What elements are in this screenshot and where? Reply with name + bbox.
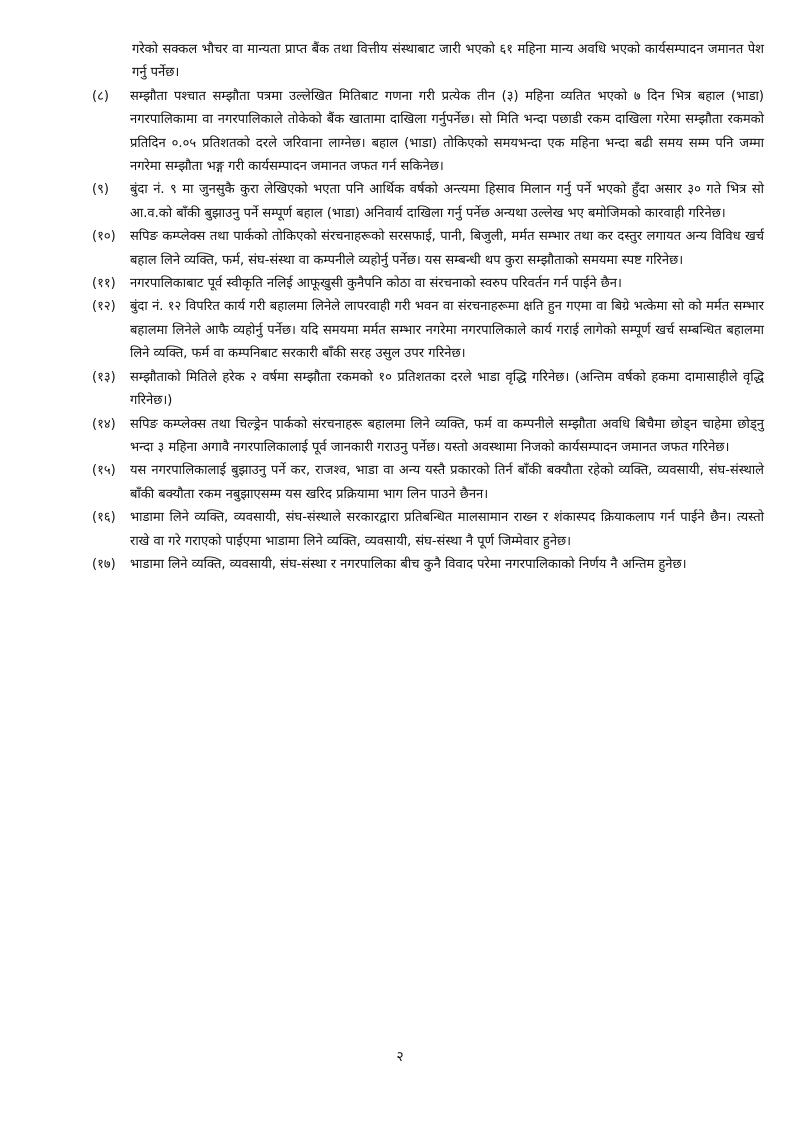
clause-text: यस नगरपालिकालाई बुझाउनु पर्ने कर, राजश्व, भाडा वा अन्य यस्तै प्रकारको तिर्न बाँकी बक्यौता रहेको व्यक्ति, व्यवसायी, संघ-संस्थाले बाँकी बक्यौता रकम नबुझाएसम्म यस खरिद प्रक्रियामा भाग लिन पाउने छैनन। — [130, 463, 764, 502]
clause-number: (९) — [92, 182, 109, 198]
clause-text: बुंदा नं. १२ विपरित कार्य गरी बहालमा लिनेले लापरवाही गरी भवन वा संरचनाहरूमा क्षति हुन गएमा वा बिग्रे भत्केमा सो को मर्मत सम्भार बहालमा लिनेले आफै व्यहोर्नु पर्नेछ। यदि समयमा मर्मत सम्भार नगरेमा नगरपालिकाले कार्य गराई लागेको सम्पूर्ण खर्च सम्बन्धित बहालमा लिने व्यक्ति, फर्म वा कम्पनिबाट सरकारी बाँकी सरह उसुल उपर गरिनेछ। — [130, 299, 764, 362]
intro-paragraph: गरेको सक्कल भौचर वा मान्यता प्राप्त बैंक तथा वित्तीय संस्थाबाट जारी भएको ६१ महिना मान्य अवधि भएको कार्यसम्पादन जमानत पेश गर्नु पर्नेछ। — [132, 42, 764, 81]
clause-number: (१३) — [92, 369, 116, 385]
clause-text: सपिङ कम्प्लेक्स तथा पार्कको तोकिएको संरचनाहरूको सरसफाई, पानी, बिजुली, मर्मत सम्भार तथा कर दस्तुर लगायत अन्य विविध खर्च बहाल लिने व्यक्ति, फर्म, संघ-संस्था वा कम्पनीले व्यहोर्नु पर्नेछ। यस सम्बन्धी थप कुरा सम्झौताको समयमा स्पष्ट गरिनेछ। — [130, 229, 764, 268]
clause-16 — [92, 506, 764, 553]
clause-number: (१४) — [92, 416, 116, 432]
clause-13 — [92, 366, 764, 413]
clause-15 — [92, 459, 764, 506]
clause-number: (१०) — [92, 229, 116, 245]
clause-text: सम्झौताको मितिले हरेक २ वर्षमा सम्झौता रकमको १० प्रतिशतका दरले भाडा वृद्धि गरिनेछ। (अन्तिम वर्षको हकमा दामासाहीले वृद्धि गरिनेछ।) — [130, 369, 764, 409]
clause-text: भाडामा लिने व्यक्ति, व्यवसायी, संघ-संस्थाले सरकारद्वारा प्रतिबन्धित मालसामान राख्न र शंकास्पद क्रियाकलाप गर्न पाईने छैन। त्यस्तो राखे वा गरे गराएको पाईएमा भाडामा लिने व्यक्ति, व्यवसायी, संघ-संस्था नै पूर्ण जिम्मेवार हुनेछ। — [130, 510, 764, 549]
clause-text: सम्झौता पश्चात सम्झौता पत्रमा उल्लेखित मितिबाट गणना गरी प्रत्येक तीन (३) महिना व्यतित भएको ७ दिन भित्र बहाल (भाडा) नगरपालिकामा वा नगरपालिकाले तोकेको बैंक खातामा दाखिला गर्नुपर्नेछ। सो मिति भन्दा पछाडी रकम दाखिला गरेमा सम्झौता रकमको प्रतिदिन ०.०५ प्रतिशतको दरले जरिवाना लाग्नेछ। बहाल (भाडा) तोकिएको समयभन्दा एक महिना भन्दा बढी समय सम्म पनि जम्मा नगरेमा सम्झौता भङ्ग गरी कार्यसम्पादन जमानत जफत गर्न सकिनेछ। — [130, 88, 764, 175]
clause-text: भाडामा लिने व्यक्ति, व्यवसायी, संघ-संस्था र नगरपालिका बीच कुनै विवाद परेमा नगरपालिकाको निर्णय नै अन्तिम हुनेछ। — [130, 556, 687, 572]
clause-number: (१६) — [92, 510, 116, 526]
clause-number: (१५) — [92, 463, 116, 479]
clause-text: नगरपालिकाबाट पूर्व स्वीकृति नलिई आफूखुसी कुनैपनि कोठा वा संरचनाको स्वरुप परिवर्तन गर्न पाईने छैन। — [130, 276, 622, 292]
clause-9 — [92, 178, 764, 225]
clause-8 — [92, 85, 764, 179]
clause-17 — [92, 553, 764, 576]
page-number: २ — [396, 1049, 404, 1065]
clause-12 — [92, 295, 764, 365]
clause-text: बुंदा नं. ९ मा जुनसुकै कुरा लेखिएको भएता पनि आर्थिक वर्षको अन्त्यमा हिसाव मिलान गर्नु पर्ने भएको हुँदा असार ३० गते भित्र सो आ.व.को बाँकी बुझाउनु पर्ने सम्पूर्ण बहाल (भाडा) अनिवार्य दाखिला गर्नु पर्नेछ अन्यथा उल्लेख भए बमोजिमको कारवाही गरिनेछ। — [130, 182, 764, 221]
clause-number: (१७) — [92, 556, 116, 572]
document-body — [92, 38, 764, 576]
clause-text: सपिङ कम्प्लेक्स तथा चिल्ड्रेन पार्कको संरचनाहरू बहालमा लिने व्यक्ति, फर्म वा कम्पनीले सम्झौता अवधि बिचैमा छोड्न चाहेमा छोड्नु भन्दा ३ महिना अगावै नगरपालिकालाई पूर्व जानकारी गराउनु पर्नेछ। यस्तो अवस्थामा निजको कार्यसम्पादन जमानत जफत गरिनेछ। — [130, 416, 764, 455]
clause-10 — [92, 225, 764, 272]
clause-11 — [92, 272, 764, 295]
clause-number: (८) — [92, 88, 109, 104]
clause-number: (१२) — [92, 299, 116, 315]
clause-number: (११) — [92, 276, 116, 292]
clause-14 — [92, 413, 764, 460]
